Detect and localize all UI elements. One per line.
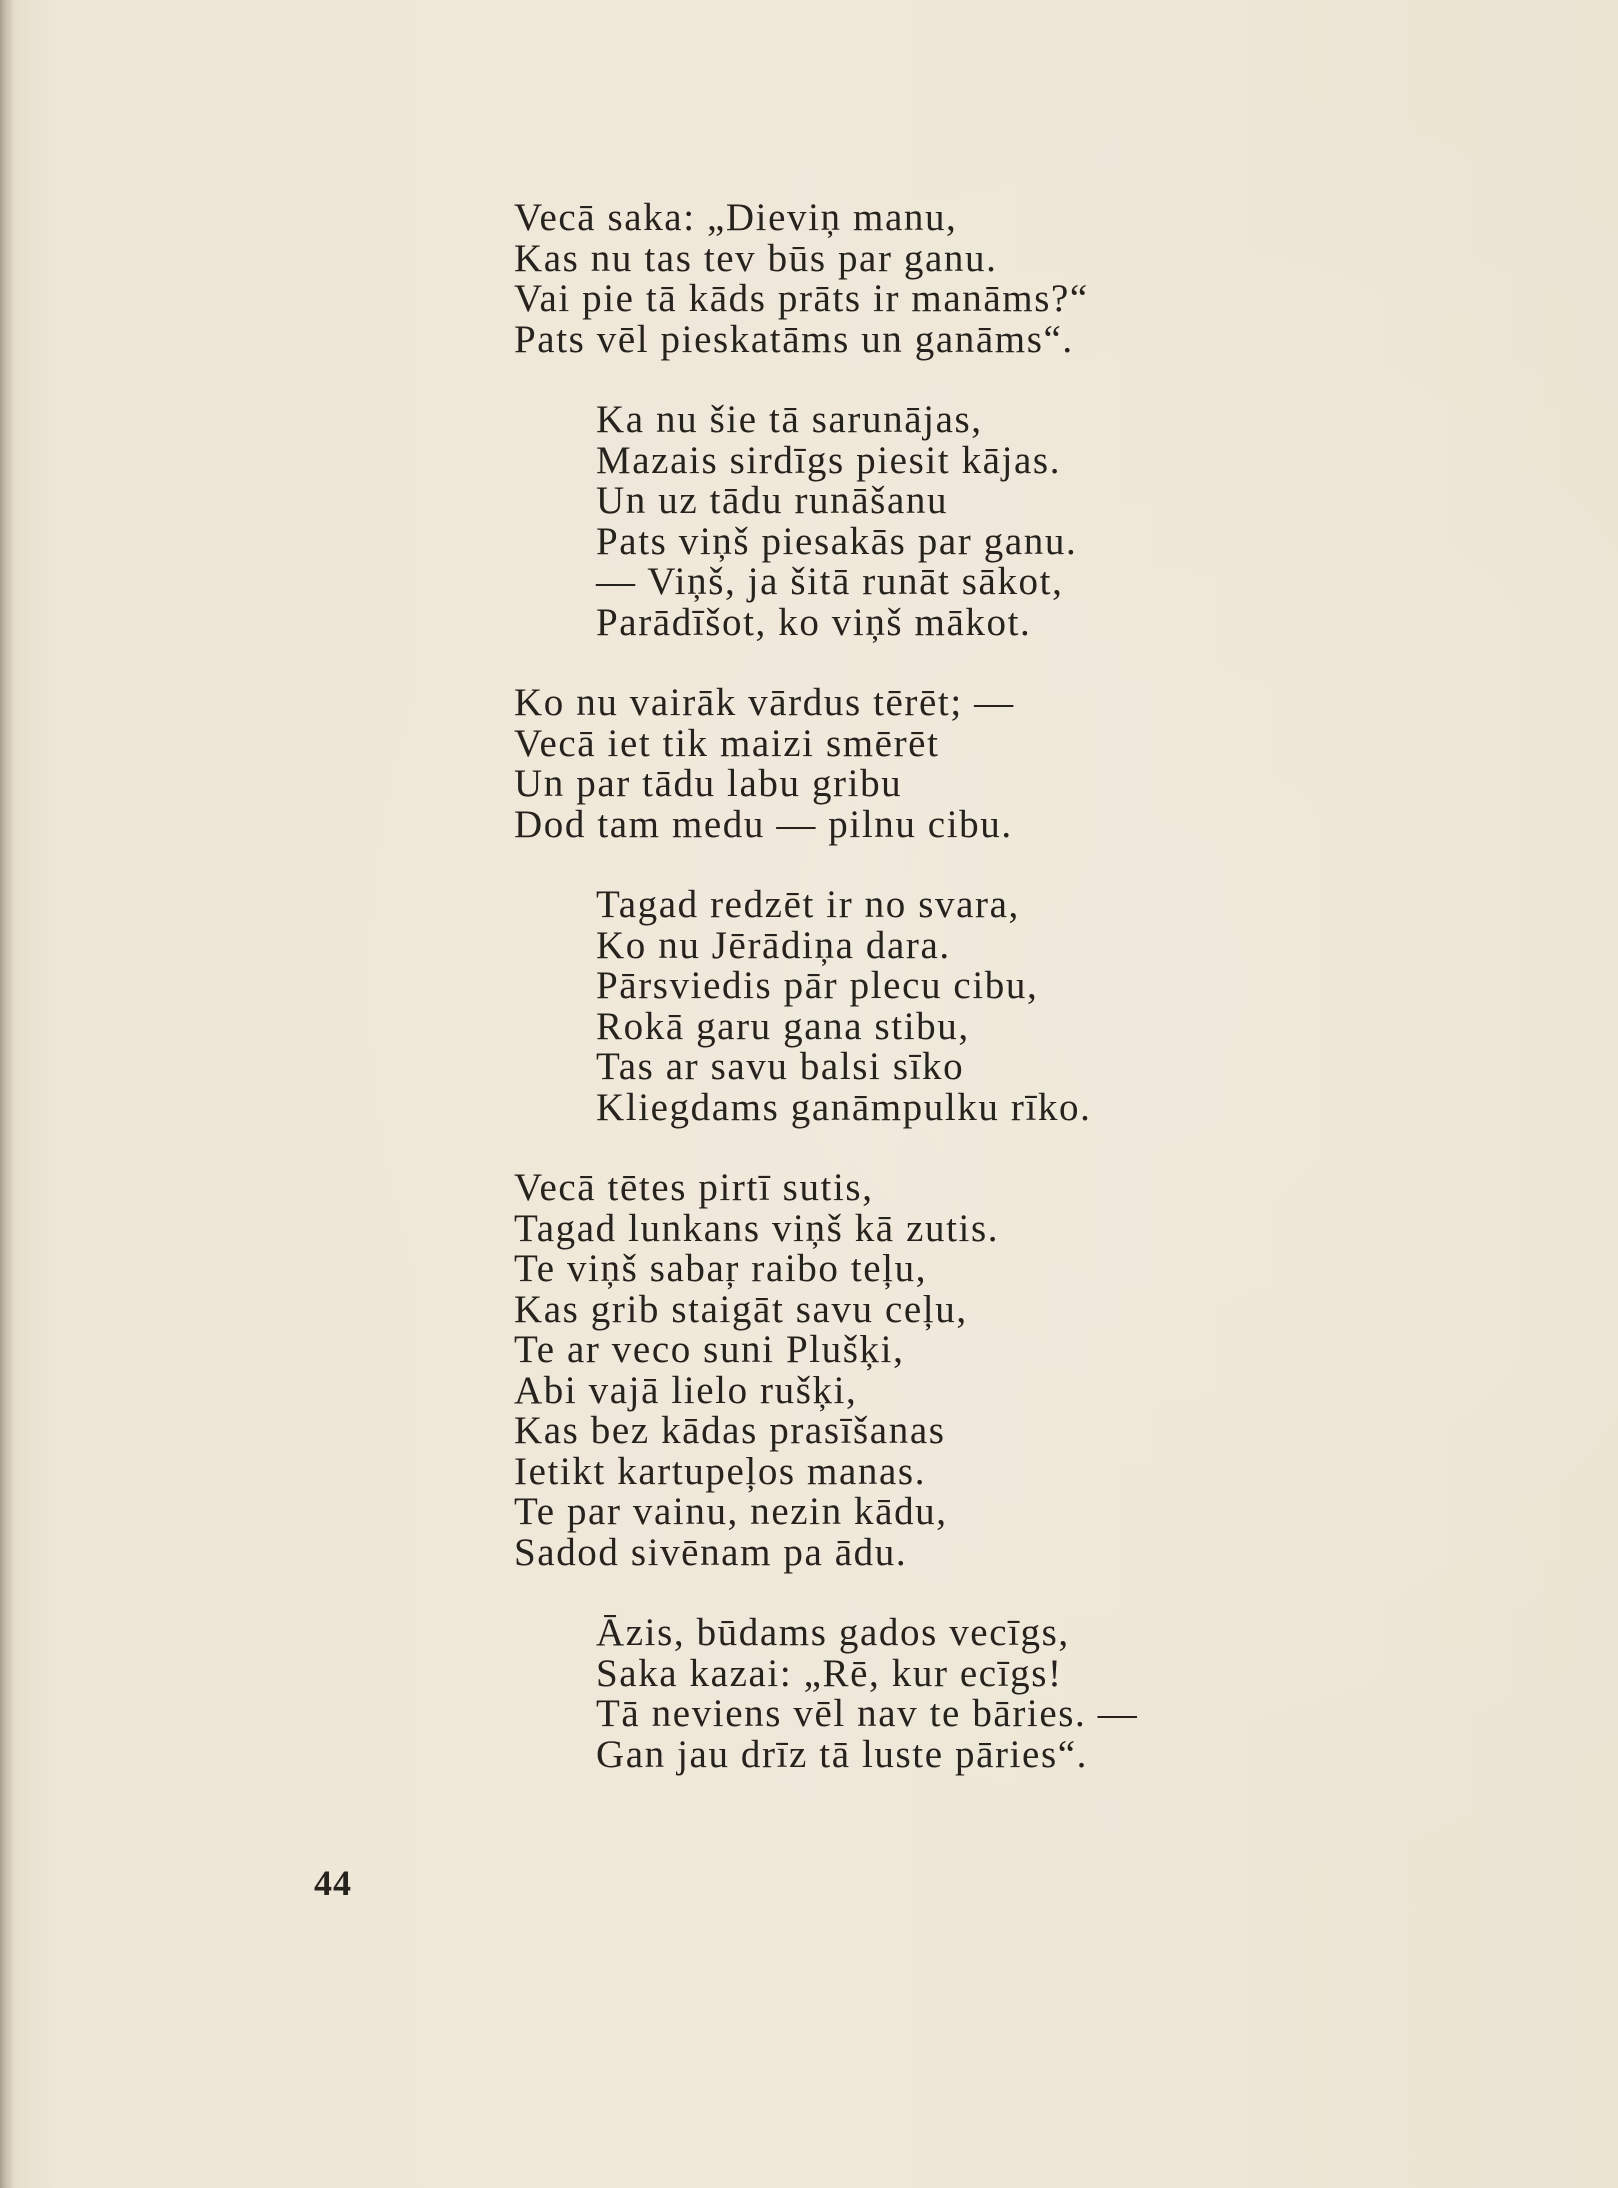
poem-line: Te viņš sabaŗ raibo teļu, bbox=[514, 1247, 928, 1290]
poem-line: Gan jau drīz tā luste pāries“. bbox=[596, 1732, 1088, 1776]
poem-line: Kas grib staigāt savu ceļu, bbox=[514, 1287, 968, 1331]
poem-line: Kas nu tas tev būs par ganu. bbox=[514, 236, 998, 280]
stanza-5 bbox=[514, 1168, 1594, 1573]
poem-line: Pats vēl pieskatāms un ganāms“. bbox=[514, 317, 1074, 361]
stanza-6 bbox=[596, 1613, 1594, 1775]
stanza-3 bbox=[514, 683, 1594, 845]
poem-line: Vecā tētes pirtī sutis, bbox=[514, 1166, 874, 1209]
poem-line: Tagad redzēt ir no svara, bbox=[596, 883, 1020, 926]
poem-line: Te par vainu, nezin kādu, bbox=[514, 1490, 948, 1533]
poem-line: Rokā garu gana stibu, bbox=[596, 1004, 970, 1048]
poem-line: Tagad lunkans viņš kā zutis. bbox=[514, 1206, 1000, 1250]
poem-line: Tas ar savu balsi sīko bbox=[596, 1045, 965, 1088]
poem-line: Āzis, būdams gados vecīgs, bbox=[596, 1611, 1070, 1654]
poem-line: Kliegdams ganāmpulku rīko. bbox=[596, 1085, 1092, 1129]
poem-line: Tā neviens vēl nav te bāries. — bbox=[596, 1692, 1139, 1735]
poem-line: Vecā iet tik maizi smērēt bbox=[514, 721, 940, 765]
poem-line: Ko nu Jērādiņa dara. bbox=[596, 923, 951, 967]
poem-line: Te ar veco suni Plušķi, bbox=[514, 1328, 905, 1371]
poem-line: Pārsviedis pār plecu cibu, bbox=[596, 964, 1039, 1007]
poem-line: Vecā saka: „Dieviņ manu, bbox=[514, 196, 958, 239]
poem-line: Un uz tādu runāšanu bbox=[596, 479, 949, 522]
poem-line: Ietikt kartupeļos manas. bbox=[514, 1449, 927, 1493]
poem-line: Dod tam medu — pilnu cibu. bbox=[514, 802, 1013, 846]
page-number: 44 bbox=[314, 1863, 352, 1903]
poem-line: Kas bez kādas prasīšanas bbox=[514, 1409, 946, 1452]
poem-line: — Viņš, ja šitā runāt sākot, bbox=[596, 560, 1064, 603]
poem-line: Un par tādu labu gribu bbox=[514, 762, 903, 805]
page-spine-shadow bbox=[0, 0, 14, 2188]
poem-line: Mazais sirdīgs piesit kājas. bbox=[596, 438, 1062, 482]
poem bbox=[514, 198, 1594, 1815]
stanza-2 bbox=[596, 400, 1594, 643]
poem-line: Ko nu vairāk vārdus tērēt; — bbox=[514, 681, 1015, 724]
poem-line: Parādīšot, ko viņš mākot. bbox=[596, 600, 1032, 644]
stanza-1 bbox=[514, 198, 1594, 360]
poem-line: Sadod sivēnam pa ādu. bbox=[514, 1530, 908, 1574]
poem-line: Vai pie tā kāds prāts ir manāms?“ bbox=[514, 277, 1089, 320]
stanza-4 bbox=[596, 885, 1594, 1128]
poem-line: Saka kazai: „Rē, kur ecīgs! bbox=[596, 1651, 1063, 1695]
poem-line: Ka nu šie tā sarunājas, bbox=[596, 398, 983, 441]
poem-line: Abi vajā lielo rušķi, bbox=[514, 1368, 858, 1412]
poem-line: Pats viņš piesakās par ganu. bbox=[596, 519, 1078, 563]
